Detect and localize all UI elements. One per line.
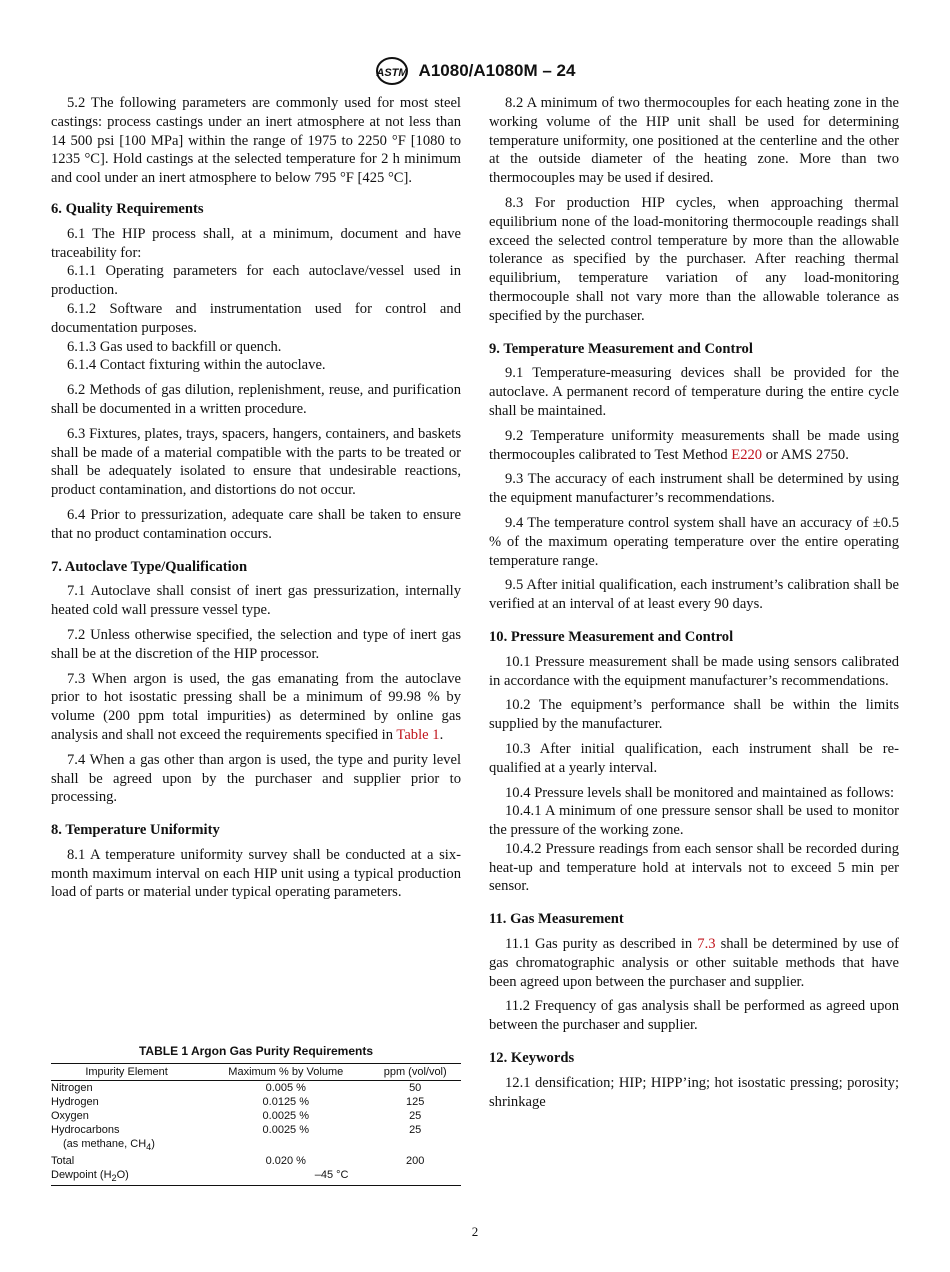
section-12-heading: 12. Keywords: [489, 1050, 575, 1067]
para-9-2: 9.2 Temperature uniformity measurements shall be made using thermocouples calibrated to Test Method E220 or AMS 2750.: [489, 427, 899, 463]
page-number: 2: [471, 1224, 479, 1239]
table-row: Hydrocarbons 0.0025 % 25: [51, 1124, 422, 1136]
para-8-2: 8.2 A minimum of two thermocouples for each heating zone in the working volume of the HIP unit shall be used for determining temperature uniformity, one positioned at the centerline and the other at the outside diameter of the heating zone. More than two thermocouples may be used if desired.: [489, 95, 899, 187]
para-7-4: 7.4 When a gas other than argon is used, the type and purity level shall be agreed upon by the purchaser and supplier prior to processing.: [51, 751, 461, 806]
astm-logo-icon: [375, 56, 409, 86]
para-6-3: 6.3 Fixtures, plates, trays, spacers, hangers, containers, and baskets shall be made of a material compatible with the parts to be treated or shall be adequately isolated to ensure that undesirable reactions, product contamination, and distortions do not occur.: [51, 425, 461, 499]
table-caption: TABLE 1 Argon Gas Purity Requirements: [138, 1044, 374, 1058]
para-10-1: 10.1 Pressure measurement shall be made using sensors calibrated in accordance with the equipment manufacturer’s recommendations.: [489, 653, 899, 689]
para-10-2: 10.2 The equipment’s performance shall be within the limits supplied by the manufacturer.: [489, 697, 899, 733]
table-row: Total 0.020 % 200: [51, 1155, 425, 1168]
para-8-3: 8.3 For production HIP cycles, when approaching thermal equilibrium none of the load-monitoring thermocouple readings shall exceed the selected control temperature by more than the allowable tolerance as specified by the purchaser. After reaching thermal equilibrium, temperature variation of any load-monitoring thermocouple shall not vary more than the allowable tolerance as specified by the purchaser.: [489, 194, 899, 324]
para-7-1: 7.1 Autoclave shall consist of inert gas pressurization, internally heated cold wall pressure vessel type.: [51, 583, 461, 619]
para-9-3: 9.3 The accuracy of each instrument shall be determined by using the equipment manufacturer’s recommendations.: [489, 471, 899, 507]
table-row: Nitrogen 0.005 % 50: [51, 1082, 422, 1094]
dewpoint-value: –45 °C: [202, 1168, 461, 1186]
para-6-4: 6.4 Prior to pressurization, adequate care shall be taken to ensure that no product contamination occurs.: [51, 506, 461, 542]
para-11-2: 11.2 Frequency of gas analysis shall be performed as agreed upon between the purchaser and supplier.: [489, 998, 899, 1034]
para-6-1-4: 6.1.4 Contact fixturing within the autoclave.: [67, 357, 326, 374]
para-6-1-1: 6.1.1 Operating parameters for each autoclave/vessel used in production.: [51, 263, 461, 299]
para-8-1: 8.1 A temperature uniformity survey shall be conducted at a six-month maximum interval on each HIP unit using a typical production load of parts or material under typical operating parameters.: [51, 846, 461, 901]
col-header-ppm: ppm (vol/vol): [369, 1064, 461, 1081]
e220-link[interactable]: E220: [731, 446, 763, 463]
col-header-max-percent: Maximum % by Volume: [202, 1064, 369, 1081]
table-row: Hydrogen 0.0125 % 125: [51, 1096, 425, 1108]
para-10-4-2: 10.4.2 Pressure readings from each sensor shall be recorded during heat-up and temperature hold at intervals not to exceed 5 min per sensor.: [489, 840, 899, 895]
table-header-row: [51, 1064, 461, 1081]
para-7-3: 7.3 When argon is used, the gas emanating from the autoclave prior to hot isostatic pressing shall be a minimum of 99.98 % by volume (200 ppm total impurities) as determined by online gas analysis and shall not exceed the requirements specified in Table 1.: [51, 670, 461, 743]
section-11-heading: 11. Gas Measurement: [489, 911, 624, 928]
table-row: [51, 1137, 461, 1154]
para-10-3: 10.3 After initial qualification, each instrument shall be re-qualified at a yearly interval.: [489, 740, 899, 776]
dewpoint-label: Dewpoint $(H_2O)$: [51, 1168, 202, 1186]
hydrocarbon-note: (as methane, $CH_4$): [63, 1138, 155, 1153]
para-10-4: 10.4 Pressure levels shall be monitored and maintained as follows:: [505, 784, 895, 801]
table-1-link[interactable]: Table 1: [396, 726, 440, 743]
svg-text:ASTM: ASTM: [375, 67, 408, 79]
page-header: [0, 56, 950, 86]
section-9-heading: 9. Temperature Measurement and Control: [489, 340, 753, 357]
section-10-heading: 10. Pressure Measurement and Control: [489, 628, 734, 645]
section-6-heading: 6. Quality Requirements: [51, 200, 204, 217]
table-row: Oxygen 0.0025 % 25: [51, 1110, 422, 1122]
para-6-2: 6.2 Methods of gas dilution, replenishment, reuse, and purification shall be documented in a written procedure.: [51, 382, 461, 417]
para-10-4-1: 10.4.1 A minimum of one pressure sensor shall be used to monitor the pressure of the working zone.: [489, 803, 899, 839]
document-designation: A1080/A1080M – 24: [418, 61, 576, 80]
section-8-heading: 8. Temperature Uniformity: [51, 822, 220, 839]
argon-purity-table: [51, 1063, 461, 1186]
para-9-5: 9.5 After initial qualification, each instrument’s calibration shall be verified at an interval of at least every 90 days.: [489, 577, 899, 613]
para-9-1: 9.1 Temperature-measuring devices shall be provided for the autoclave. A permanent record of temperature during the entire cycle shall be maintained.: [489, 365, 899, 419]
left-column: [51, 94, 461, 908]
table-1: [51, 1044, 461, 1186]
para-6-1: 6.1 The HIP process shall, at a minimum, document and have traceability for:: [51, 225, 461, 261]
para-9-4: 9.4 The temperature control system shall have an accuracy of ±0.5 % of the maximum operating temperature over the entire operating temperature range.: [489, 514, 899, 569]
section-7-heading: 7. Autoclave Type/Qualification: [51, 558, 248, 575]
section-7-3-link[interactable]: 7.3: [697, 936, 716, 953]
para-5-2: 5.2 The following parameters are commonly used for most steel castings: process castings under an inert atmosphere at not less than 14 500 psi [100 MPa] within the range of 1975 to 2250 °F [1080 to 1235 °C]. Hold castings at the selected temperature for 2 h minimum and cool under an inert atmosphere to below 795 °F [425 °C].: [51, 95, 461, 187]
table-row: [51, 1168, 461, 1186]
col-header-impurity: Impurity Element: [51, 1064, 202, 1081]
para-6-1-3: 6.1.3 Gas used to backfill or quench.: [67, 338, 282, 355]
para-11-1: 11.1 Gas purity as described in 7.3 shall be determined by use of gas chromatographic analysis or other suitable methods that have been agreed upon between the purchaser and supplier.: [489, 936, 899, 990]
para-12-1: 12.1 densification; HIP; HIPP’ing; hot isostatic pressing; porosity; shrinkage: [489, 1074, 899, 1110]
para-6-1-2: 6.1.2 Software and instrumentation used for control and documentation purposes.: [51, 300, 461, 336]
para-7-2: 7.2 Unless otherwise specified, the selection and type of inert gas shall be at the discretion of the HIP processor.: [51, 626, 461, 662]
right-column: [489, 94, 899, 1117]
